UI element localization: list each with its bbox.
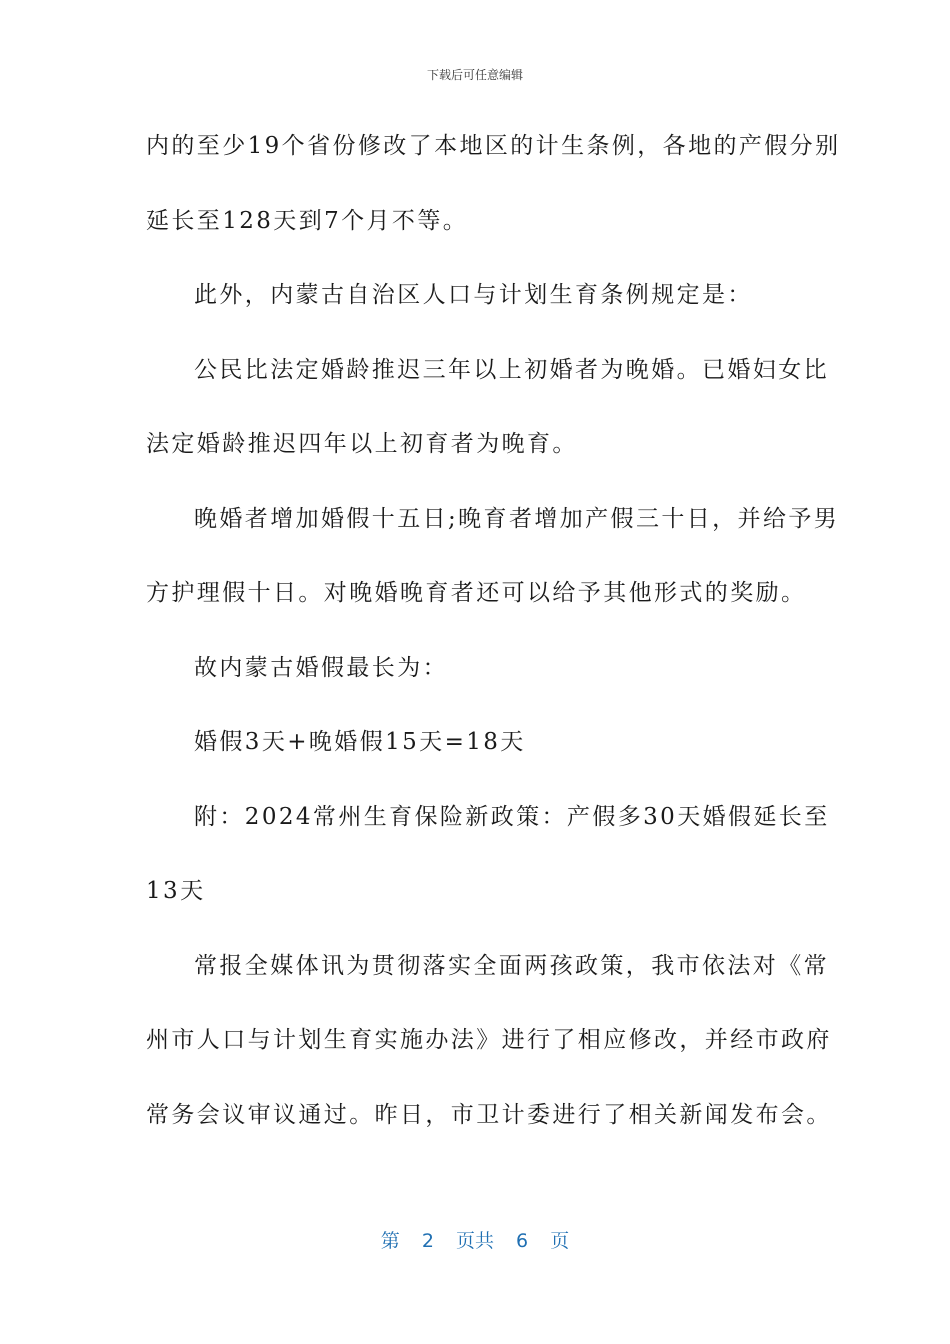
page-footer — [0, 1226, 950, 1253]
paragraph-line: 故内蒙古婚假最长为： — [194, 654, 448, 681]
page-header: 下载后可任意编辑 — [426, 68, 523, 82]
paragraph-line: 常务会议审议通过。昨日，市卫计委进行了相关新闻发布会。 — [146, 1101, 832, 1128]
paragraph-line: 此外，内蒙古自治区人口与计划生育条例规定是： — [194, 282, 753, 308]
footer-middle: 页共 — [455, 1230, 494, 1252]
paragraph-line: 晚婚者增加婚假十五日;晚育者增加产假三十日，并给予男 — [194, 505, 840, 532]
paragraph-line: 附：2024常州生育保险新政策：产假多30天婚假延长至 — [194, 803, 830, 830]
paragraph-line: 公民比法定婚龄推迟三年以上初婚者为晚婚。已婚妇女比 — [194, 356, 829, 383]
document-body — [146, 118, 841, 1161]
footer-suffix: 页 — [550, 1230, 570, 1252]
total-page-count: 6 — [516, 1230, 529, 1252]
paragraph-line: 方护理假十日。对晚婚晚育者还可以给予其他形式的奖励。 — [146, 580, 807, 606]
paragraph-line: 内的至少19个省份修改了本地区的计生条例，各地的产假分别 — [146, 133, 841, 159]
current-page-number: 2 — [421, 1230, 434, 1252]
paragraph-line: 法定婚龄推迟四年以上初育者为晚育。 — [146, 431, 578, 457]
paragraph-line: 婚假3天+晚婚假15天=18天 — [194, 729, 526, 755]
footer-prefix: 第 — [380, 1230, 400, 1252]
paragraph-line: 州市人口与计划生育实施办法》进行了相应修改，并经市政府 — [146, 1027, 832, 1053]
paragraph-line: 常报全媒体讯为贯彻落实全面两孩政策，我市依法对《常 — [194, 952, 829, 979]
paragraph-line: 延长至128天到7个月不等。 — [146, 207, 469, 234]
paragraph-line: 13天 — [146, 878, 206, 904]
